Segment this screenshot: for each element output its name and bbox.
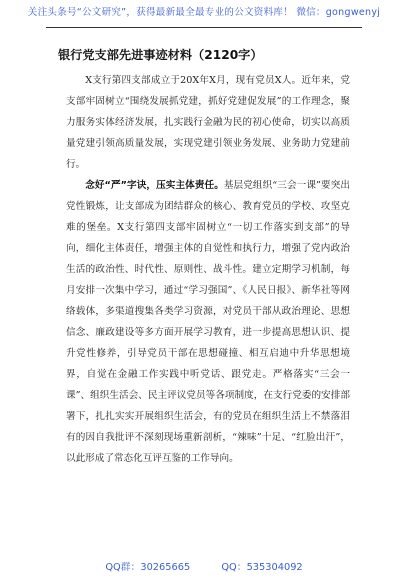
- document-body: [58, 47, 350, 469]
- header-banner: 关注头条号“公文研究”，获得最新最全最专业的公文资料库！ 微信：gongwenyj: [27, 7, 381, 18]
- header-divider: [46, 27, 362, 28]
- footer-qq: QQ：535304092: [221, 562, 303, 573]
- paragraph-body: 基层党组织“三会一课”要突出党性锻炼，让支部成为团结群众的核心、教育党员的学校、攻坚克难的堡垒。X支行第四支部牢固树立“一切工作落实到支部”的导向，细化主体责任，增强主体的自觉性和执行力，增强了党内政治生活的政治性、时代性、原则性、战斗性。建立定期学习机制，每月安排一次集中学习，通过“学习强国”、《人民日报》、新华社等网络载体，多渠道搜集各类学习资源，对党员干部从政治理论、思想信念、廉政建设等多方面开展学习教育，进一步提高思想认识、提升党性修养，引导党员干部在思想碰撞、相互启迪中升华思想境界，自觉在金融工作实践中听党话、跟党走。严格落实“三会一课”、组织生活会、民主评议党员等各项制度，在支行党委的安排部署下，扎扎实实开展组织生活会，有的党员在组织生活上不禁落泪有的因自我批评不深刻现场重新剖析，“辣味”十足、“红脸出汗”，以此形成了常态化互评互鉴的工作导向。: [66, 180, 350, 464]
- paragraph-lead: 念好“严”字诀，压实主体责任。: [85, 180, 224, 191]
- paragraph-intro: X支行第四支部成立于20X年X月，现有党员X人。近年来，党支部牢固树立“围绕发展抓党建，抓好党建促发展”的工作理念，聚力服务实体经济发展，扎实践行金融为民的初心使命，切实以高质量党建引领高质量发展，实现党建引领业务发展、业务助力党建前行。: [66, 75, 350, 170]
- paragraph-responsibility: [66, 175, 350, 469]
- footer-qq-group: QQ群：30265665: [105, 562, 191, 573]
- document-title: 银行党支部先进事迹材料（2120字）: [58, 48, 263, 62]
- footer-contact: [0, 559, 408, 573]
